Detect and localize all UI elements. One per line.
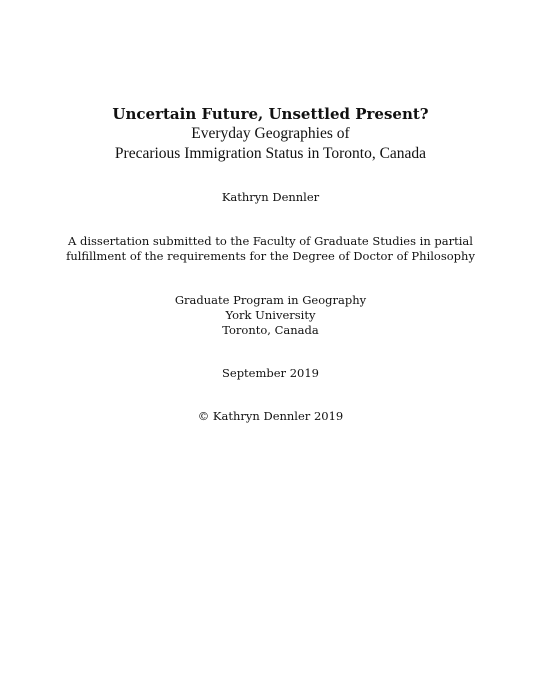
author-name: Kathryn Dennler [221,190,320,204]
university-name: York University [225,308,316,322]
copyright-notice: © Kathryn Dennler 2019 [197,409,344,423]
dissertation-subtitle-line-2: Precarious Immigration Status in Toronto, Canada [114,145,427,162]
submission-date: September 2019 [222,366,319,380]
university-location: Toronto, Canada [222,323,319,337]
dissertation-statement-line-2: fulfillment of the requirements for the Degree of Doctor of Philosophy [66,249,475,263]
dissertation-statement-line-1: A dissertation submitted to the Faculty of Graduate Studies in partial [68,234,473,248]
graduate-program: Graduate Program in Geography [174,293,367,307]
dissertation-title: Uncertain Future, Unsettled Present? [112,105,429,123]
dissertation-subtitle-line-1: Everyday Geographies of [191,125,350,142]
